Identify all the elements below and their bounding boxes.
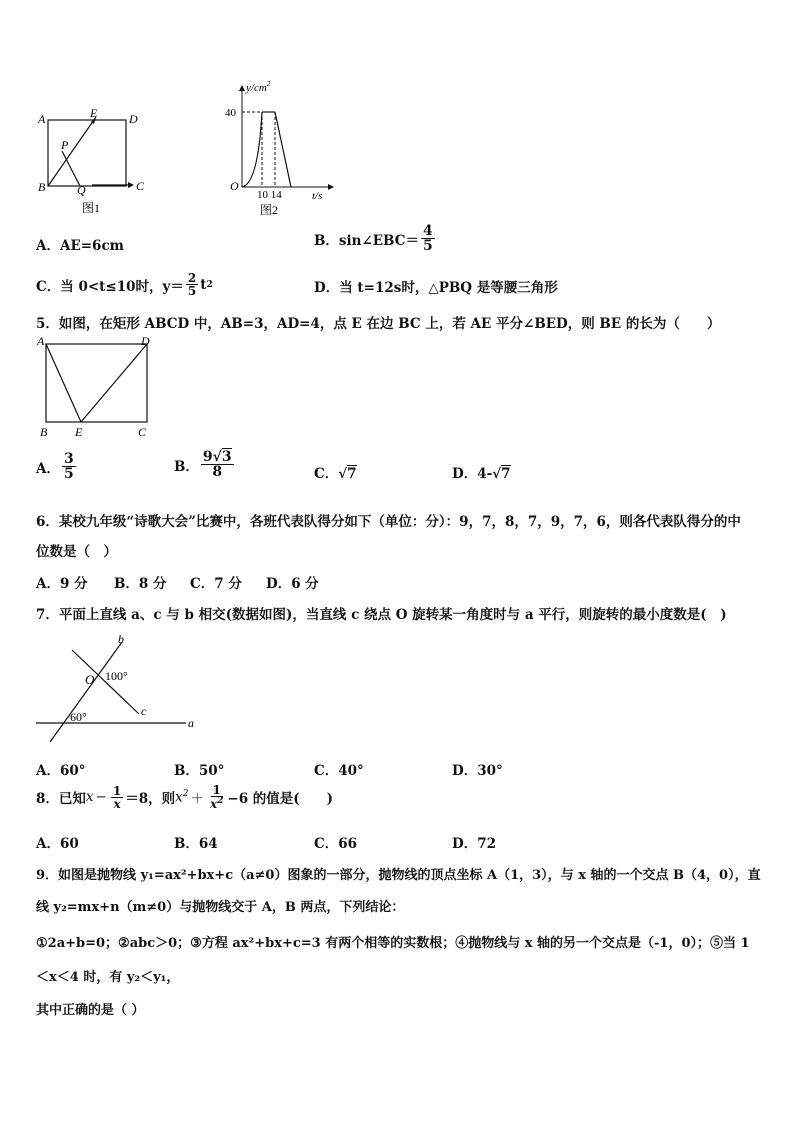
q7-diagram (34, 630, 204, 745)
q8-fraction-2 (208, 784, 225, 810)
q7-option-b: B．50° (174, 763, 225, 779)
q5-option-b-den: 8 (212, 464, 223, 480)
y-axis-label: $y/cm^2$ (246, 80, 271, 94)
label-b: B (40, 425, 48, 439)
q4-option-a: A．AE=6cm (36, 238, 124, 254)
label-a: a (188, 716, 194, 730)
label-d: D (141, 334, 150, 348)
q5-option-d: D．4-√7 (452, 466, 511, 482)
q8-prefix: 8．已知 (36, 791, 86, 807)
q4-option-c-sup: 2 (206, 279, 213, 290)
q4-option-c-text: C．当 0<t≤10时，y＝ (36, 278, 184, 295)
q7-option-d: D．30° (452, 763, 503, 779)
q5-option-a-den: 5 (63, 466, 74, 482)
q5-option-b (174, 450, 236, 479)
q5-option-a (36, 452, 78, 481)
label-a: A (37, 334, 45, 348)
q8-option-c: C．66 (314, 836, 358, 852)
y-axis-arrow (239, 85, 245, 91)
q8-option-d: D．72 (452, 836, 496, 852)
line-ae (46, 344, 81, 422)
q8-frac2-den (208, 797, 225, 810)
angle-100: 100° (105, 669, 128, 683)
q9-line1: 9．如图是抛物线 y₁=ax²+bx+c（a≠0）图象的一部分，抛物线的顶点坐标 A（1，3），与 x 轴的一个交点 B（4，0），直 (36, 868, 761, 883)
q6-option-c: C．7 分 (190, 576, 242, 592)
y-tick-40: 40 (225, 107, 236, 119)
figure-1-caption: 图1 (82, 201, 101, 215)
q8-frac1-num: 1 (112, 783, 122, 798)
x-ticks: 10 14 (257, 189, 282, 201)
q8-x2-sup: 2 (182, 788, 189, 799)
line-b (50, 642, 122, 742)
q5-option-c: C．√7 (314, 466, 357, 482)
label-b: B (38, 180, 46, 194)
q4-option-b-text: B．sin∠EBC＝ (314, 232, 419, 249)
q5-diagram (34, 332, 164, 442)
q4-option-b-fraction (421, 224, 435, 253)
rectangle-abcd (46, 344, 147, 422)
q8-frac2-den-sup: 2 (217, 796, 224, 806)
q4-option-c-t: t (200, 276, 207, 293)
q5-option-c-radicand: 7 (347, 466, 357, 482)
q7-option-a: A．60° (36, 763, 86, 779)
q8-x2-base: x (175, 789, 183, 806)
q5-option-b-label: B． (174, 458, 199, 475)
q5-figure (34, 332, 164, 442)
q8-plus: ＋ (190, 791, 204, 807)
label-c: c (141, 704, 147, 718)
angle-60: 60° (70, 710, 87, 724)
q4-option-b-den: 5 (422, 238, 433, 254)
x-axis-arrow (328, 184, 334, 190)
q6-option-d: D．6 分 (266, 576, 319, 592)
q7-figure (34, 630, 204, 745)
q8-x-squared (175, 789, 188, 806)
q4-option-b-num: 4 (422, 223, 433, 239)
line-be (48, 117, 96, 186)
q8-minus: − (95, 789, 107, 805)
q4-option-c (36, 272, 213, 297)
q8-frac2-num: 1 (212, 783, 221, 797)
label-q: Q (77, 183, 86, 197)
q8-fraction-1 (111, 785, 123, 810)
q8-stem (36, 784, 333, 810)
figure-1-diagram (36, 108, 146, 218)
label-p: P (61, 138, 69, 152)
q5-option-a-fraction (62, 452, 76, 481)
q5-option-a-num: 3 (63, 451, 74, 467)
q9-line4: ＜x＜4 时，有 y₂＜y₁， (36, 970, 180, 985)
q8-frac2-den-x: x (209, 797, 218, 811)
label-c: C (136, 179, 145, 193)
q4-option-b (314, 224, 437, 253)
falling-segment (275, 112, 291, 187)
q9-line3: ①2a+b=0；②abc＞0；③方程 ax²+bx+c=3 有两个相等的实数根；④抛物线与 x 轴的另一个交点是（-1，0）；⑤当 1 (36, 936, 750, 951)
label-b: b (118, 632, 124, 646)
q5-stem: 5．如图，在矩形 ABCD 中，AB=3，AD=4，点 E 在边 BC 上，若 AE 平分∠BED，则 BE 的长为（ ） (36, 316, 721, 332)
q5-option-a-label: A． (36, 460, 60, 477)
arrow-qc-head (128, 182, 134, 188)
q9-line5: 其中正确的是（ ） (36, 1003, 145, 1018)
figure-2-graph (222, 80, 342, 218)
line-pq (62, 151, 80, 186)
q4-option-c-den: 5 (187, 284, 197, 298)
q8-frac1-den: x (113, 796, 121, 811)
q5-option-c-label: C． (314, 466, 339, 482)
q5-option-d-radicand: 7 (501, 466, 511, 482)
label-o: O (85, 672, 95, 687)
x-axis-label: t/s (312, 190, 323, 202)
label-e: E (90, 108, 98, 120)
figure-2-caption: 图2 (260, 203, 279, 217)
q7-stem: 7．平面上直线 a、c 与 b 相交(数据如图)，当直线 c 绕点 O 旋转某一角度时与 a 平行，则旋转的最小度数是( ) (36, 607, 727, 623)
q8-option-a: A．60 (36, 836, 79, 852)
q4-option-d: D．当 t=12s时，△PBQ 是等腰三角形 (314, 280, 558, 296)
q6-stem-line1: 6．某校九年级“诗歌大会”比赛中，各班代表队得分如下（单位：分）：9，7，8，7，9，7，6，则各代表队得分的中 (36, 514, 741, 530)
q6-option-a: A．9 分 (36, 576, 88, 592)
curve-segment (242, 112, 262, 187)
q5-option-d-label: D．4- (452, 466, 493, 482)
q8-eq: ＝8，则 (125, 791, 176, 807)
q5-option-b-fraction (201, 450, 234, 479)
label-c: C (138, 425, 147, 439)
q4-option-c-fraction (186, 272, 198, 297)
label-d: D (129, 112, 138, 126)
q4-option-c-num: 2 (187, 271, 197, 285)
q5-option-b-num: 9√3 (202, 449, 232, 465)
q5-option-b-coef: 9 (202, 449, 213, 465)
q6-option-b: B．8 分 (114, 576, 167, 592)
q7-option-c: C．40° (314, 763, 364, 779)
q5-option-b-radicand: 3 (221, 449, 232, 465)
q8-x: x (85, 789, 94, 805)
q8-tail: −6 的值是( ) (227, 791, 334, 807)
q9-line2: 线 y₂=mx+n（m≠0）与抛物线交于 A，B 两点，下列结论： (36, 900, 405, 915)
q6-stem-line2: 位数是（ ） (36, 544, 117, 560)
figure-1 (36, 108, 146, 218)
line-ed (81, 344, 147, 422)
label-a: A (38, 112, 46, 126)
label-e: E (75, 425, 83, 439)
origin-label: O (230, 179, 239, 193)
q8-option-b: B．64 (174, 836, 218, 852)
figure-2 (222, 80, 342, 218)
